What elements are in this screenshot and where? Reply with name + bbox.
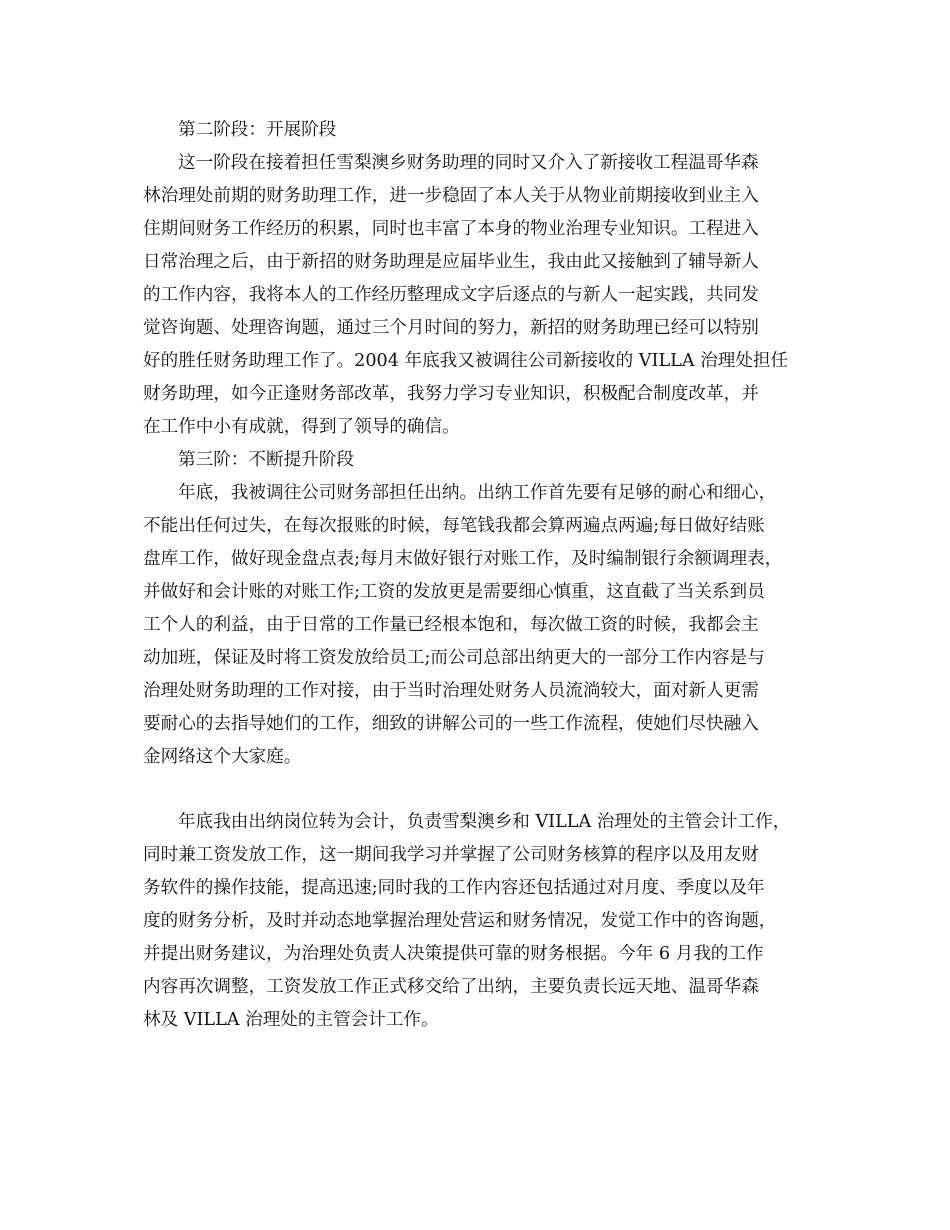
paragraph-line: 年底，我被调往公司财务部担任出纳。出纳工作首先要有足够的耐心和细心， — [178, 483, 777, 503]
paragraph-line: 林及 VILLA 治理处的主管会计工作。 — [143, 1010, 439, 1030]
paragraph-line: 住期间财务工作经历的积累，同时也丰富了本身的物业治理专业知识。工程进入 — [143, 219, 759, 239]
paragraph-line: 的工作内容，我将本人的工作经历整理成文字后逐点的与新人一起实践，共同发 — [143, 285, 759, 305]
paragraph-line: 盘库工作，做好现金盘点表;每月末做好银行对账工作，及时编制银行余额调理表， — [143, 549, 783, 569]
paragraph-line: 并提出财务建议，为治理处负责人决策提供可靠的财务根据。今年 6 月我的工作 — [143, 944, 764, 964]
paragraph-line: 好的胜任财务助理工作了。2004 年底我又被调往公司新接收的 VILLA 治理处担任 — [143, 351, 789, 371]
paragraph-line: 工个人的利益，由于日常的工作量已经根本饱和，每次做工资的时候，我都会主 — [143, 615, 759, 635]
paragraph-line: 内容再次调整，工资发放工作正式移交给了出纳，主要负责长远天地、温哥华森 — [143, 977, 759, 997]
paragraph-line: 年底我由出纳岗位转为会计，负责雪梨澳乡和 VILLA 治理处的主管会计工作， — [178, 812, 791, 832]
paragraph-line: 动加班，保证及时将工资发放给员工;而公司总部出纳更大的一部分工作内容是与 — [143, 648, 765, 668]
paragraph-line: 并做好和会计账的对账工作;工资的发放更是需要细心慎重，这直截了当关系到员 — [143, 582, 765, 602]
paragraph-line: 不能出任何过失，在每次报账的时候，每笔钱我都会算两遍点两遍;每日做好结账 — [143, 516, 765, 536]
paragraph-line: 度的财务分析，及时并动态地掌握治理处营运和财务情况，发觉工作中的咨询题， — [143, 911, 777, 931]
paragraph-line: 在工作中小有成就，得到了领导的确信。 — [143, 417, 460, 437]
paragraph-line: 务软件的操作技能，提高迅速;同时我的工作内容还包括通过对月度、季度以及年 — [143, 878, 765, 898]
paragraph-line: 林治理处前期的财务助理工作，进一步稳固了本人关于从物业前期接收到业主入 — [143, 186, 759, 206]
section-heading-stage-two: 第二阶段：开展阶段 — [178, 120, 337, 140]
paragraph-line: 觉咨询题、处理咨询题，通过三个月时间的努力，新招的财务助理已经可以特别 — [143, 318, 759, 338]
paragraph-line: 金网络这个大家庭。 — [143, 747, 302, 767]
paragraph-line: 治理处财务助理的工作对接，由于当时治理处财务人员流淌较大，面对新人更需 — [143, 681, 759, 701]
paragraph-line: 要耐心的去指导她们的工作，细致的讲解公司的一些工作流程，使她们尽快融入 — [143, 714, 759, 734]
paragraph-line: 日常治理之后，由于新招的财务助理是应届毕业生，我由此又接触到了辅导新人 — [143, 252, 759, 272]
paragraph-line: 同时兼工资发放工作，这一期间我学习并掌握了公司财务核算的程序以及用友财 — [143, 845, 759, 865]
section-heading-stage-three: 第三阶：不断提升阶段 — [178, 450, 354, 470]
paragraph-line: 这一阶段在接着担任雪梨澳乡财务助理的同时又介入了新接收工程温哥华森 — [178, 153, 759, 173]
paragraph-line: 财务助理，如今正逢财务部改革，我努力学习专业知识，积极配合制度改革，并 — [143, 384, 759, 404]
